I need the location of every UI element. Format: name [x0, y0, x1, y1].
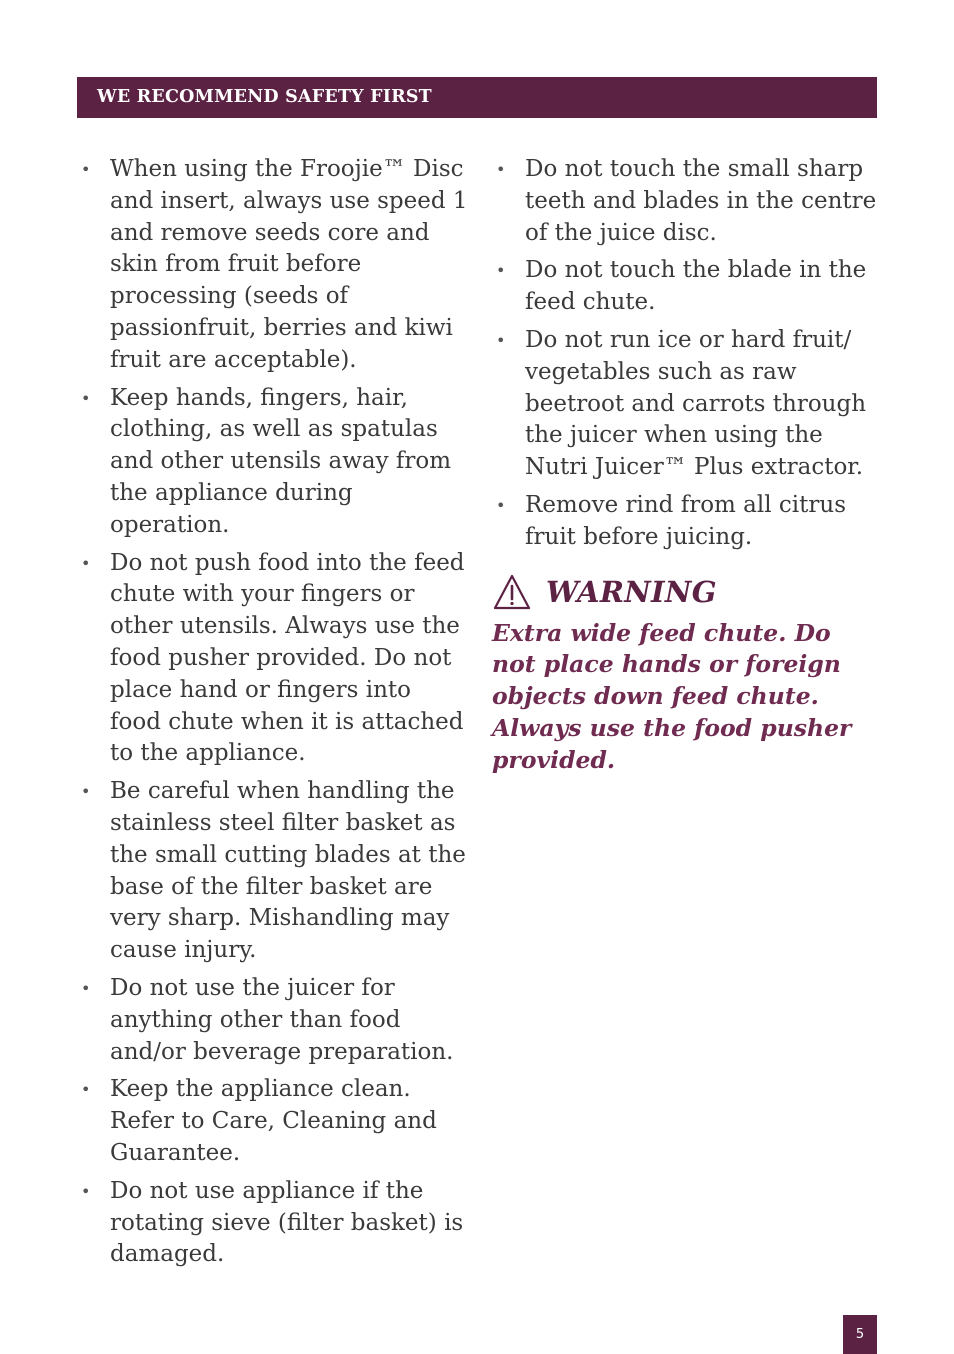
list-item: • Do not touch the blade in the feed chute. [496, 257, 867, 316]
bullet-icon: • [496, 160, 506, 179]
list-item: • Do not touch the small sharp teeth and blades in the centre of the juice disc. [496, 156, 877, 246]
list-item: • Keep the appliance clean. Refer to Care, Cleaning and Guarantee. [81, 1076, 437, 1166]
bullet-icon: • [81, 388, 91, 408]
warning-triangle-icon [492, 573, 532, 611]
page-number: 5 [843, 1315, 877, 1354]
bullet-icon: • [81, 978, 91, 998]
section-header-bar [77, 77, 877, 118]
bullet-icon: • [81, 160, 91, 179]
list-item: • Keep hands, fingers, hair, clothing, as well as spatulas and other utensils away from the appliance during operation. [81, 384, 452, 538]
list-item: • Remove rind from all citrus fruit before juicing. [496, 491, 847, 550]
list-item: • Do not use the juicer for anything other than food and/or beverage preparation. [81, 974, 454, 1065]
bullet-icon: • [81, 782, 91, 802]
list-item: • Do not use appliance if the rotating sieve (filter basket) is damaged. [81, 1177, 464, 1268]
warning-title: WARNING [546, 574, 717, 609]
bullet-icon: • [496, 330, 506, 350]
warning-heading [492, 572, 882, 612]
bullet-icon: • [496, 261, 506, 281]
safety-list-right [492, 154, 882, 554]
warning-text: Extra wide feed chute. Do not place hands or foreign objects down feed chute. Always use the food pusher provided. [492, 618, 852, 774]
list-item: • Do not run ice or hard fruit/ vegetables such as raw beetroot and carrots through the juicer when using the Nutri Juicer™ Plus extractor. [496, 326, 867, 481]
warning-block [492, 572, 882, 777]
left-column [77, 154, 469, 1277]
list-item: • When using the Froojie™ Disc and insert, always use speed 1 and remove seeds core and skin from fruit before processing (seeds of passionfruit, berries and kiwi fruit are acceptable). [81, 156, 468, 373]
right-column [492, 154, 882, 777]
section-title: WE RECOMMEND SAFETY FIRST [97, 87, 432, 107]
bullet-icon: • [496, 495, 506, 515]
bullet-icon: • [81, 1181, 91, 1201]
safety-list-left [77, 154, 469, 1271]
bullet-icon: • [81, 1080, 91, 1100]
bullet-icon: • [81, 553, 91, 573]
list-item: • Do not push food into the feed chute with your fingers or other utensils. Always use the food pusher provided. Do not place hand or fingers into food chute when it is attached to the appliance. [81, 549, 465, 767]
list-item: • Be careful when handling the stainless steel filter basket as the small cutting blades at the base of the filter basket are very sharp. Mishandling may cause injury. [81, 778, 466, 964]
